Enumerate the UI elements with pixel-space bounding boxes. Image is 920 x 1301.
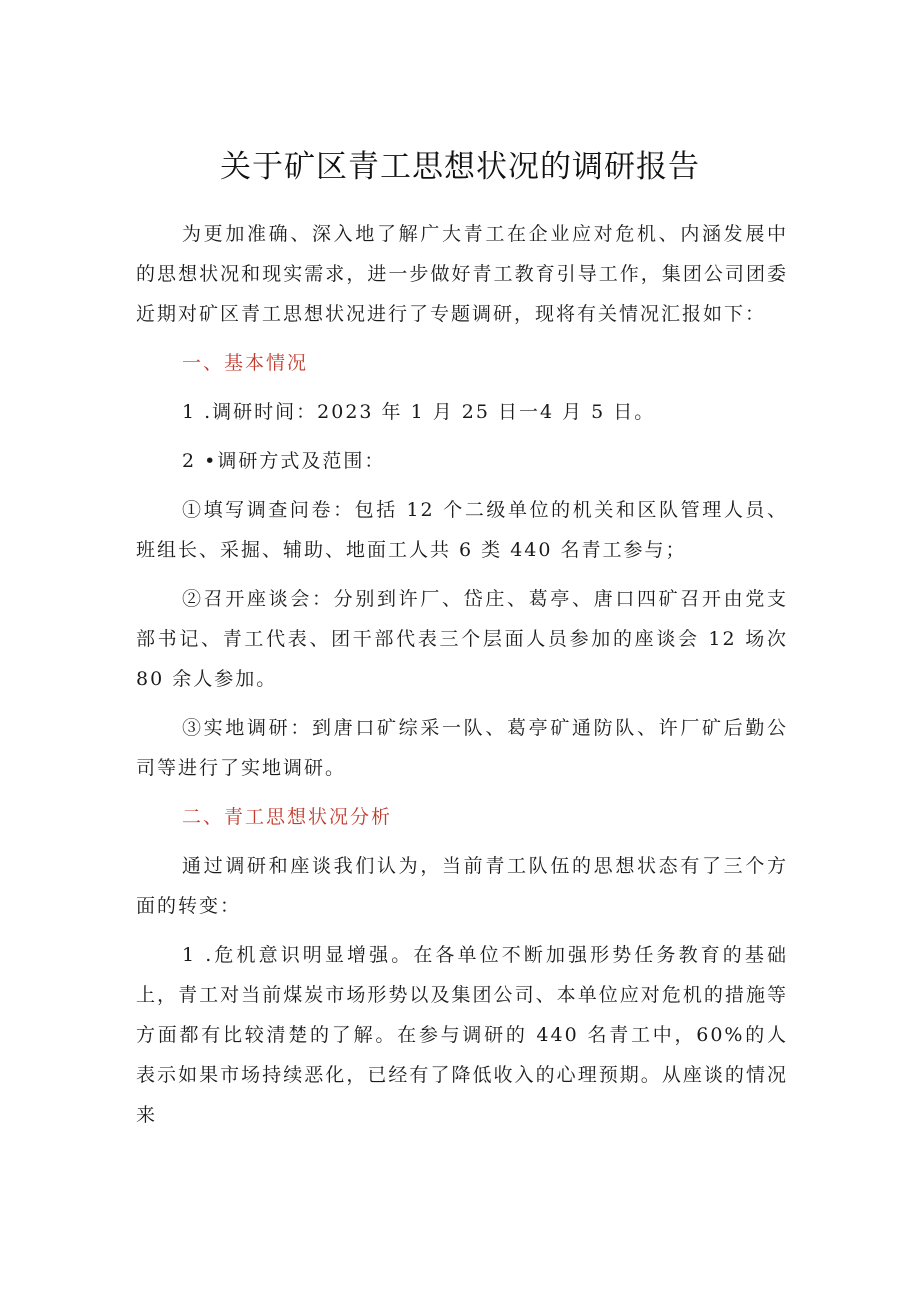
section-heading-analysis: 二、青工思想状况分析 bbox=[182, 806, 393, 828]
paragraph-crisis-awareness: 1 .危机意识明显增强。在各单位不断加强形势任务教育的基础上，青工对当前煤炭市场形势以及集团公司、本单位应对危机的措施等方面都有比较清楚的了解。在参与调研的 440 名青工中，60%的人表示如果市场持续恶化，已经有了降低收入的心理预期。从座谈的情况来 bbox=[136, 944, 788, 1126]
page-title: 关于矿区青工思想状况的调研报告 bbox=[220, 149, 700, 185]
paragraph-field-research: ③实地调研：到唐口矿综采一队、葛亭矿通防队、许厂矿后勤公司等进行了实地调研。 bbox=[136, 717, 788, 779]
paragraph-survey-method: 2 •调研方式及范围： bbox=[182, 450, 386, 472]
document-body bbox=[136, 214, 788, 1135]
paragraph-analysis-intro: 通过调研和座谈我们认为，当前青工队伍的思想状态有了三个方面的转变： bbox=[136, 855, 788, 917]
paragraph-symposium: ②召开座谈会：分别到许厂、岱庄、葛亭、唐口四矿召开由党支部书记、青工代表、团干部代表三个层面人员参加的座谈会 12 场次 80 余人参加。 bbox=[136, 588, 788, 690]
paragraph-questionnaire: ①填写调查问卷：包括 12 个二级单位的机关和区队管理人员、班组长、采掘、辅助、地面工人共 6 类 440 名青工参与； bbox=[136, 499, 788, 561]
paragraph-survey-time: 1 .调研时间：2023 年 1 月 25 日一4 月 5 日。 bbox=[182, 401, 656, 423]
section-heading-basic-info: 一、基本情况 bbox=[182, 352, 309, 374]
paragraph-intro: 为更加准确、深入地了解广大青工在企业应对危机、内涵发展中的思想状况和现实需求，进一步做好青工教育引导工作，集团公司团委近期对矿区青工思想状况进行了专题调研，现将有关情况汇报如下： bbox=[136, 223, 788, 325]
